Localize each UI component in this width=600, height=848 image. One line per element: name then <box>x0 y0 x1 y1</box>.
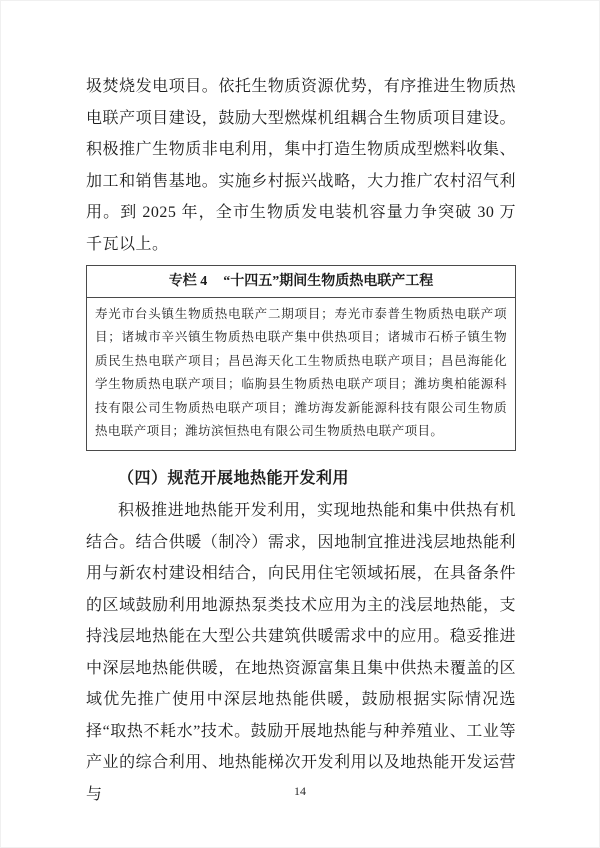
callout-box-title: “十四五”期间生物质热电联产工程 <box>223 274 434 289</box>
page-content <box>86 71 516 810</box>
paragraph-geothermal: 积极推进地热能开发利用，实现地热能和集中供热有机结合。结合供暖（制冷）需求，因地制宜推进浅层地热能利用与新农村建设相结合，向民用住宅领域拓展，在具备条件的区域鼓励利用地源热泵类技术应用为主的浅层地热能，支持浅层地热能在大型公共建筑供暖需求中的应用。稳妥推进中深层地热能供暖，在地热资源富集且集中供热未覆盖的区域优先推广使用中深层地热能供暖，鼓励根据实际情况选择“取热不耗水”技术。鼓励开展地热能与种养殖业、工业等产业的综合利用、地热能梯次开发利用以及地热能开发运营与 <box>86 502 516 803</box>
paragraph-biomass: 圾焚烧发电项目。依托生物质资源优势，有序推进生物质热电联产项目建设，鼓励大型燃煤机组耦合生物质项目建设。积极推广生物质非电利用，集中打造生物质成型燃料收集、加工和销售基地。实施乡村振兴战略，大力推广农村沼气利用。到 2025 年，全市生物质发电装机容量力争突破 30 万千瓦以上。 <box>86 78 516 253</box>
callout-box-label: 专栏 4 <box>168 274 208 289</box>
section-heading: （四）规范开展地热能开发利用 <box>118 470 350 488</box>
callout-box-header <box>87 266 515 298</box>
page-number: 14 <box>294 784 306 798</box>
callout-box-body: 寿光市台头镇生物质热电联产二期项目；寿光市泰普生物质热电联产项目；诸城市辛兴镇生物质热电联产集中供热项目；诸城市石桥子镇生物质民生热电联产项目；昌邑海天化工生物质热电联产项目；昌邑海能化学生物质热电联产项目；临朐县生物质热电联产项目；潍坊奥柏能源科技有限公司生物质热电联产项目；潍坊海发新能源科技有限公司生物质热电联产项目；潍坊滨恒热电有限公司生物质热电联产项目。 <box>95 307 507 439</box>
callout-box <box>86 265 516 451</box>
